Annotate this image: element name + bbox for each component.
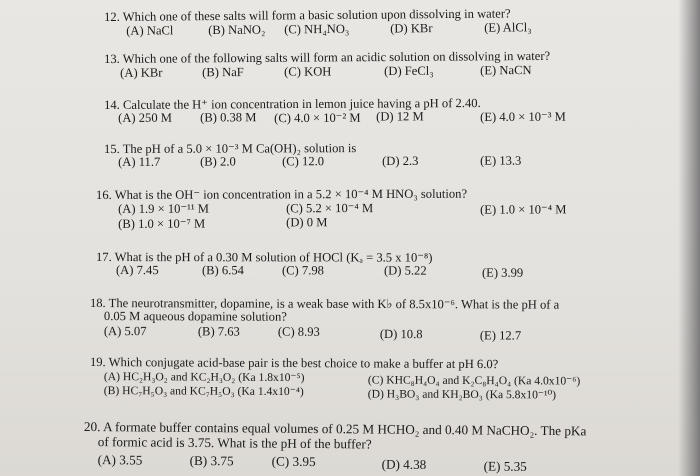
- option-a: (A) 11.7: [118, 154, 161, 169]
- option-d: (D) 4.38: [381, 456, 427, 472]
- option-e: (E) 3.99: [481, 265, 524, 280]
- option-b: (B) 0.38 M: [200, 110, 257, 125]
- option-e: (E) NaCN: [480, 63, 532, 78]
- option-a: (A) 3.55: [97, 452, 143, 468]
- option-c: (C) 5.2 × 10⁻⁴ M: [286, 201, 374, 216]
- option-c: (C) KOH: [284, 64, 332, 79]
- question-stem-continued: of formic acid is 3.75. What is the pH of the buffer?: [97, 434, 372, 452]
- option-b: (B) 3.75: [189, 452, 234, 469]
- option-d: (D) 2.3: [382, 153, 419, 169]
- option-d: (D) FeCl₃: [384, 63, 434, 79]
- question-stem: 15. The pH of a 5.0 × 10⁻³ M Ca(OH)₂ solution is: [104, 141, 357, 156]
- option-e: (E) 5.35: [483, 458, 527, 474]
- option-e: (E) 13.3: [480, 153, 522, 168]
- option-b: (B) 2.0: [200, 154, 236, 169]
- option-d: (D) 10.8: [379, 327, 423, 342]
- option-d: (D) H₃BO₃ and KH₂BO₃ (Ka 5.8x10⁻¹⁰): [367, 387, 557, 402]
- option-a: (A) 7.45: [115, 263, 159, 278]
- option-c: (C) KHC₈H₄O₄ and K₂C₈H₄O₄ (Ka 4.0x10⁻⁶): [367, 373, 581, 388]
- question-stem: 16. What is the OH⁻ ion concentration in a 5.2 × 10⁻⁴ M HNO₃ solution?: [96, 186, 468, 202]
- question-stem-continued: 0.05 M aqueous dopamine solution?: [103, 309, 287, 324]
- option-b: (B) HC₇H₅O₃ and KC₇H₅O₃ (Ka 1.4x10⁻⁴): [103, 384, 304, 399]
- option-d: (D) 0 M: [286, 215, 328, 230]
- option-d: (D) KBr: [390, 21, 433, 36]
- option-e: (E) 12.7: [479, 328, 522, 343]
- option-c: (C) 12.0: [282, 154, 325, 169]
- option-b: (B) 7.63: [197, 324, 240, 339]
- option-c: (C) 8.93: [277, 324, 320, 339]
- option-b: (B) NaF: [202, 65, 244, 80]
- option-d: (D) 12 M: [376, 109, 424, 124]
- option-b: (B) NaNO₂: [208, 22, 266, 38]
- question-stem: 17. What is the pH of a 0.30 M solution of HOCl (Kₐ = 3.5 x 10⁻⁸): [95, 250, 433, 265]
- question-stem: 19. Which conjugate acid-base pair is the best choice to make a buffer at pH 6.0?: [89, 355, 499, 372]
- option-a: (A) 1.9 × 10⁻¹¹ M: [118, 201, 210, 216]
- question-stem: 12. Which one of these salts will form a basic solution upon dissolving in water?: [104, 6, 511, 24]
- option-a: (A) 5.07: [103, 324, 147, 339]
- option-c: (C) 4.0 × 10⁻² M: [274, 110, 361, 126]
- option-b: (B) 6.54: [201, 263, 244, 278]
- option-a: (A) 250 M: [118, 110, 173, 125]
- option-e: (E) 1.0 × 10⁻⁴ M: [480, 202, 567, 217]
- option-e: (E) 4.0 × 10⁻³ M: [480, 109, 566, 125]
- question-stem: 20. A formate buffer contains equal volumes of 0.25 M HCHO₂ and 0.40 M NaCHO₂. The pKa: [83, 419, 587, 439]
- question-stem: 13. Which one of the following salts will form an acidic solution on dissolving in water?: [104, 48, 551, 66]
- option-b: (B) 1.0 × 10⁻⁷ M: [118, 216, 206, 231]
- question-stem: 14. Calculate the H⁺ ion concentration in lemon juice having a pH of 2.40.: [104, 96, 481, 112]
- option-a: (A) HC₂H₃O₂ and KC₂H₃O₂ (Ka 1.8x10⁻⁵): [103, 370, 305, 385]
- question-stem: 18. The neurotransmitter, dopamine, is a weak base with K♭ of 8.5x10⁻⁶. What is the pH of a: [89, 296, 560, 312]
- option-a: (A) NaCl: [126, 23, 174, 38]
- option-c: (C) NH₄NO₃: [284, 21, 350, 37]
- option-d: (D) 5.22: [383, 263, 427, 278]
- option-c: (C) 3.95: [271, 453, 316, 470]
- option-a: (A) KBr: [120, 65, 163, 80]
- option-c: (C) 7.98: [281, 263, 324, 278]
- option-e: (E) AlCl₃: [484, 20, 532, 35]
